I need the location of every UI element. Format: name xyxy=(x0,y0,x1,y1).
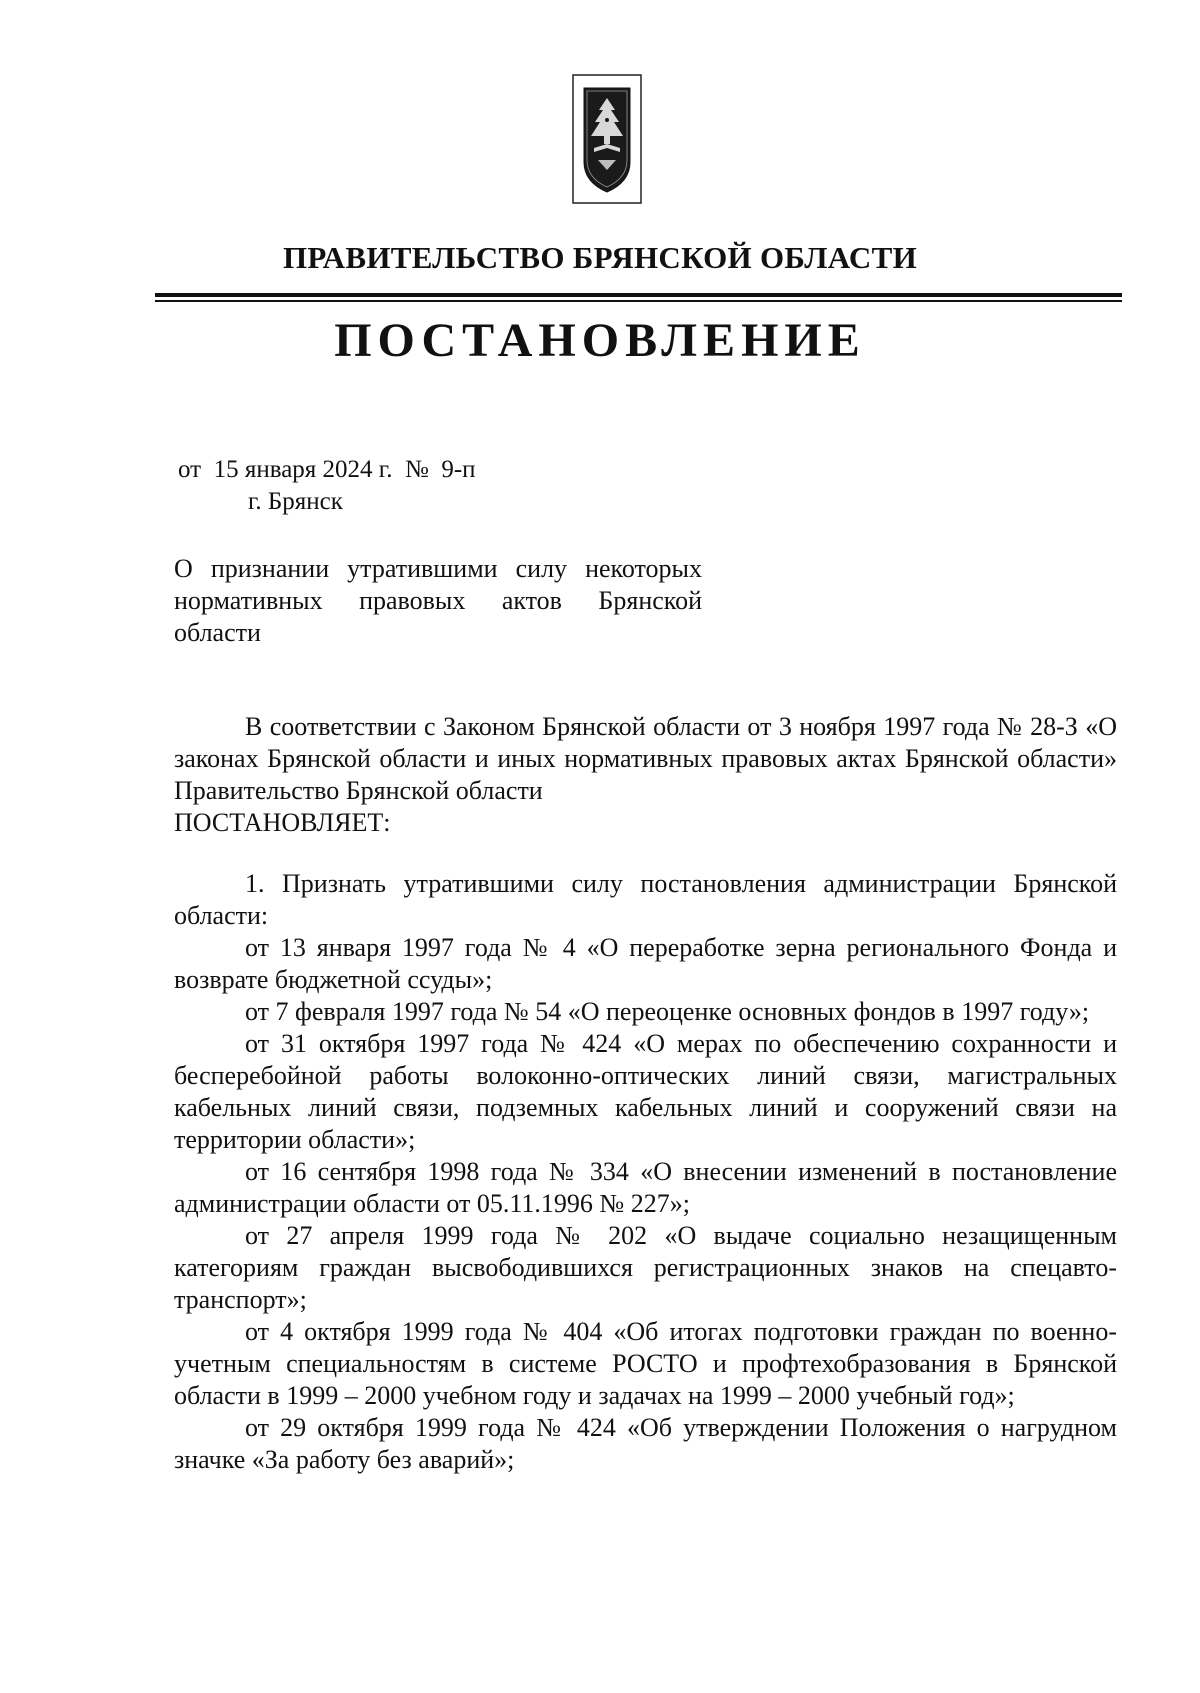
date-number-line: от 15 января 2024 г. № 9-п xyxy=(178,456,476,483)
header-divider-thin xyxy=(155,300,1122,302)
decree-word: ПОСТАНОВЛЯЕТ: xyxy=(174,808,391,837)
list-item: от 16 сентября 1998 года № 334 «О внесении изменений в постановление администрации области от 05.11.1996 № 227»; xyxy=(174,1157,1117,1218)
list-item: от 4 октября 1999 года № 404 «Об итогах подготовки граждан по военно-учетным специальностям в системе РОСТО и профтехобразования в Брянской области в 1999 – 2000 учебном году и задачах на 1999 – 2000 учебный год»; xyxy=(174,1317,1117,1410)
document-type-heading: ПОСТАНОВЛЕНИЕ xyxy=(334,314,866,367)
clause-1: 1. Признать утратившими силу постановления администрации Брянской области: xyxy=(174,869,1117,930)
preamble-paragraph: В соответствии с Законом Брянской области от 3 ноября 1997 года № 28-З «О законах Брянской области и иных нормативных правовых актах Брянской области» Правительство Брянской области xyxy=(174,712,1117,805)
list-item: от 31 октября 1997 года № 424 «О мерах по обеспечению сохранности и бесперебойной работы волоконно-оптических линий связи, магистральных кабельных линий связи, подземных кабельных линий и сооружений связи на территории области»; xyxy=(174,1029,1117,1154)
list-item: от 29 октября 1999 года № 424 «Об утверждении Положения о нагрудном значке «За работу без аварий»; xyxy=(174,1413,1117,1474)
list-item: от 13 января 1997 года № 4 «О переработке зерна регионального Фонда и возврате бюджетной ссуды»; xyxy=(174,933,1117,994)
list-item: от 27 апреля 1999 года № 202 «О выдаче социально незащищенным категориям граждан высвободившихся регистрационных знаков на спецавтотранспорт»; xyxy=(174,1221,1117,1314)
city-line: г. Брянск xyxy=(248,488,343,515)
coat-of-arms-emblem xyxy=(572,74,642,204)
header-divider-thick xyxy=(155,293,1122,297)
document-subject: О признании утратившими силу некоторых нормативных правовых актов Брянской области xyxy=(174,554,702,647)
document-body xyxy=(174,711,1117,1476)
organization-title: ПРАВИТЕЛЬСТВО БРЯНСКОЙ ОБЛАСТИ xyxy=(282,240,918,275)
list-item: от 7 февраля 1997 года № 54 «О переоценке основных фондов в 1997 году»; xyxy=(245,997,1090,1026)
